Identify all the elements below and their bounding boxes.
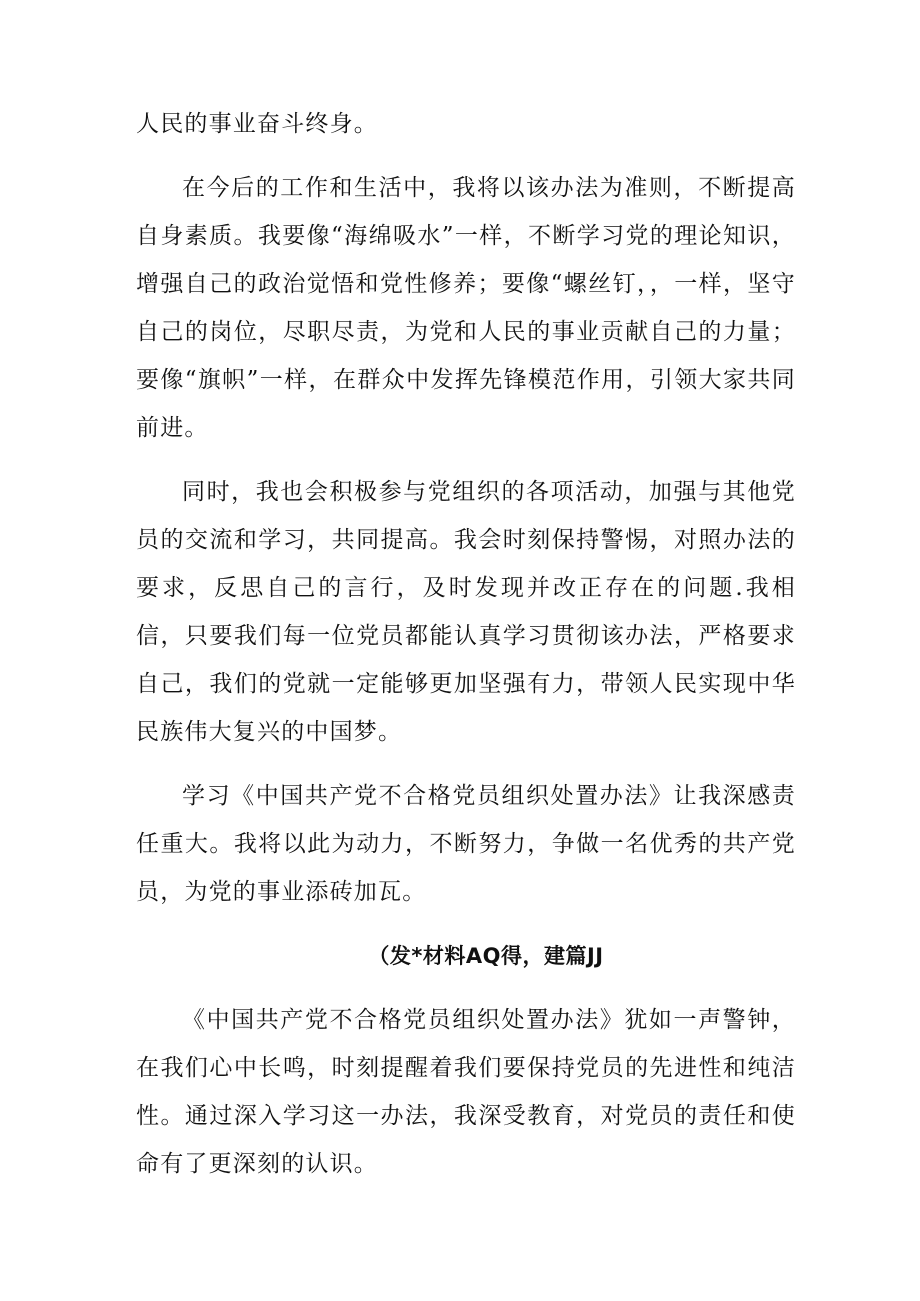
paragraph-responsibility: 学习《中国共产党不合格党员组织处置办法》让我深感责任重大。我将以此为动力，不断努力，争做一名优秀的共产党员，为党的事业添砖加瓦。 [136, 783, 796, 905]
paragraph-continuation: 人民的事业奋斗终身。 [136, 111, 378, 137]
document-page [136, 100, 796, 1188]
paragraph-future-work: 在今后的工作和生活中，我将以该办法为准则，不断提高自身素质。我要像“海绵吸水”一样，不断学习党的理论知识，增强自己的政治觉悟和党性修养；要像“螺丝钉，，一样，坚守自己的岗位，尽职尽责，为党和人民的事业贡献自己的力量；要像“旗帜”一样，在群众中发挥先锋模范作用，引领大家共同前进。 [136, 175, 796, 441]
paragraph-participation: 同时，我也会积极参与党组织的各项活动，加强与其他党员的交流和学习，共同提高。我会时刻保持警惕，对照办法的要求，反思自己的言行，及时发现并改正存在的问题.我相信，只要我们每一位党员都能认真学习贯彻该办法，严格要求自己，我们的党就一定能够更加坚强有力，带领人民实现中华民族伟大复兴的中国梦。 [136, 479, 796, 745]
section-heading: （发*材料AQ得，建篇JJ [368, 944, 604, 968]
paragraph-warning-bell: 《中国共产党不合格党员组织处置办法》犹如一声警钟，在我们心中长鸣，时刻提醒着我们要保持党员的先进性和纯洁性。通过深入学习这一办法，我深受教育，对党员的责任和使命有了更深刻的认识。 [136, 1007, 796, 1177]
